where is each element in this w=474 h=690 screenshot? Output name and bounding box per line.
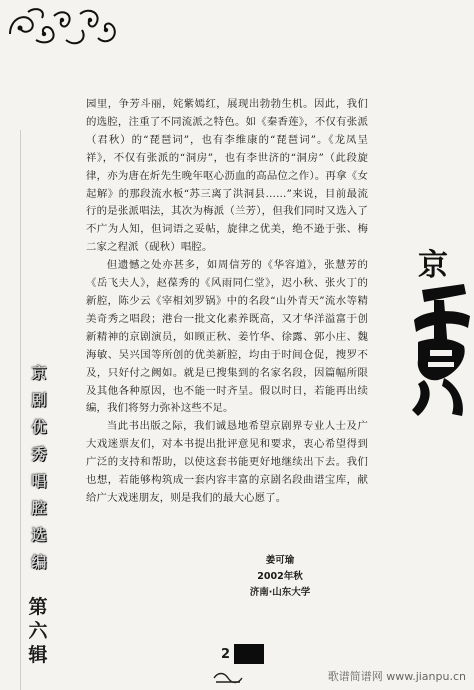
- series-title-char: 腔: [31, 499, 47, 517]
- series-title-char: 京: [31, 364, 47, 382]
- page-number: 2: [221, 647, 231, 662]
- series-title-vertical: [26, 362, 52, 578]
- bottom-ornament-icon: [212, 670, 244, 686]
- paragraph: 园里，争芳斗丽，姹紫嫣红，展现出勃勃生机。因此，我们的选腔，注重了不同流派之特色。如《秦香莲》，不仅有张派（君秋）的“琵琶词”，也有李维康的“琵琶词”。《龙凤呈祥》，不仅有张派的“洞房”，也有李世济的“洞房”（此段旋律，亦为唐在炘先生晚年呕心沥血的高品位之作）。再拿《女起解》的那段流水板“苏三离了洪洞县……”来说，目前最流行的是张派唱法，其次为梅派（兰芳），但我们同时又选入了不广为人知，但词语之妥帖，旋律之优美，绝不逊于张、梅二家之程派（砚秋）唱腔。: [86, 98, 368, 254]
- volume-char: 六: [28, 620, 48, 642]
- volume-label-vertical: [23, 595, 53, 667]
- series-title-char: 秀: [31, 445, 47, 463]
- series-title-char: 剧: [31, 391, 47, 409]
- signature-date: 2002年秋: [257, 571, 303, 582]
- paragraph: 但遗憾之处亦甚多，如周信芳的《华容道》，张慧芳的《岳飞夫人》，赵葆秀的《风雨同仁堂》，迟小秋、张火丁的新腔，陈少云《宰相刘罗锅》中的名段“山外青天”流水等精美奇秀之唱段；港台一批文化素养既高，又才华洋溢富于创新精神的京剧演员，如顾正秋、姜竹华、徐露、郭小庄、魏海敏、吴兴国等所创的优美新腔，均由于时间仓促，搜罗不及，只好付之阙如。就是已搜集到的名家名段，因篇幅所限及其他各种原因，也不能一时齐呈。假以时日，若能再出续编，我们将努力弥补这些不足。: [86, 259, 368, 415]
- author-name: 姜可瑜: [265, 555, 295, 566]
- page-marker-block: [234, 644, 264, 664]
- signature-block: [220, 553, 340, 601]
- left-margin-rule: [20, 130, 21, 690]
- decorative-swirl-ornament: [6, 4, 126, 50]
- series-title-char: 唱: [31, 472, 47, 490]
- series-title-char: 编: [31, 553, 47, 571]
- series-title-char: 优: [31, 418, 47, 436]
- site-watermark: 歌谱简谱网 www.jianpu.cn: [327, 670, 466, 683]
- emblem-character: 京: [418, 248, 448, 283]
- paragraph: 当此书出版之际，我们诚恳地希望京剧界专业人士及广大戏迷票友们，对本书提出批评意见和要求，衷心希望得到广泛的支持和帮助，以使这套书能更好地继续出下去。我们也想，若能够构筑成一套内容丰富的京剧名段曲谱宝库，献给广大戏迷朋友，则是我们的最大心愿了。: [86, 420, 368, 504]
- calligraphy-emblem-icon: [404, 250, 474, 420]
- preface-body: [86, 96, 368, 508]
- volume-char: 第: [28, 596, 48, 618]
- volume-char: 辑: [28, 644, 48, 666]
- series-title-char: 选: [31, 526, 47, 544]
- signature-place: 济南·山东大学: [249, 587, 311, 598]
